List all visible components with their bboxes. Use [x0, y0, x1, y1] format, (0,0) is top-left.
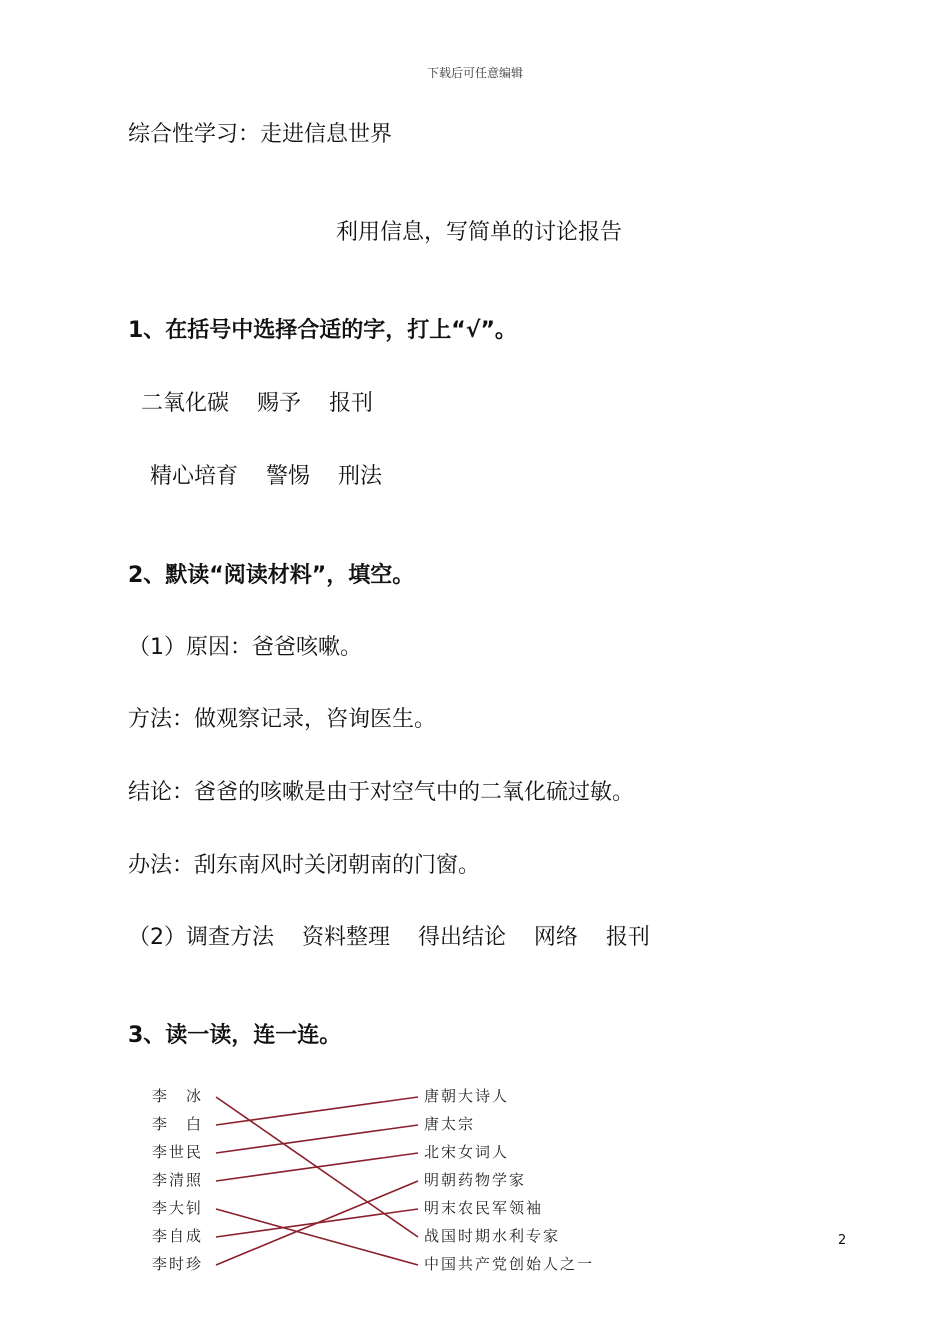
- question-1-words-line-2: 精心培育 警惕 刑法: [150, 464, 382, 489]
- connection-line: [216, 1153, 418, 1181]
- answer-method: 方法：做观察记录，咨询医生。: [128, 707, 437, 732]
- left-item: 李时珍: [152, 1255, 204, 1273]
- right-item: 明末农民军领袖: [424, 1199, 544, 1217]
- left-item: 李大钊: [152, 1199, 204, 1217]
- lesson-subtitle: 利用信息，写简单的讨论报告: [336, 220, 623, 245]
- connection-line: [216, 1125, 418, 1153]
- question-1-heading: 1、在括号中选择合适的字，打上“√”。: [128, 318, 517, 343]
- right-item: 唐太宗: [424, 1115, 476, 1133]
- connection-line: [216, 1097, 418, 1125]
- page-number: 2: [838, 1233, 847, 1248]
- answer-reason: （1）原因：爸爸咳嗽。: [128, 635, 362, 660]
- left-item: 李 白: [152, 1115, 204, 1133]
- left-item: 李自成: [152, 1227, 204, 1245]
- connection-line: [216, 1209, 418, 1265]
- question-2-heading: 2、默读“阅读材料”，填空。: [128, 563, 415, 588]
- question-1-words-line-1: 二氧化碳 赐予 报刊: [141, 391, 373, 416]
- right-item: 明朝药物学家: [424, 1171, 527, 1189]
- right-item: 唐朝大诗人: [424, 1087, 510, 1105]
- question-3-heading: 3、读一读，连一连。: [128, 1023, 342, 1048]
- lesson-title: 综合性学习：走进信息世界: [128, 122, 393, 147]
- left-item: 李 冰: [152, 1087, 204, 1105]
- right-item: 中国共产党创始人之一: [424, 1255, 595, 1273]
- page-header: 下载后可任意编辑: [426, 66, 523, 80]
- left-item: 李世民: [152, 1143, 204, 1161]
- answer-survey-methods: （2）调查方法 资料整理 得出结论 网络 报刊: [128, 925, 650, 950]
- connection-line: [216, 1181, 418, 1265]
- right-item: 战国时期水利专家: [424, 1227, 561, 1245]
- answer-solution: 办法：刮东南风时关闭朝南的门窗。: [128, 853, 481, 878]
- right-item: 北宋女词人: [424, 1143, 510, 1161]
- left-item: 李清照: [152, 1171, 204, 1189]
- answer-conclusion: 结论：爸爸的咳嗽是由于对空气中的二氧化硫过敏。: [128, 780, 635, 805]
